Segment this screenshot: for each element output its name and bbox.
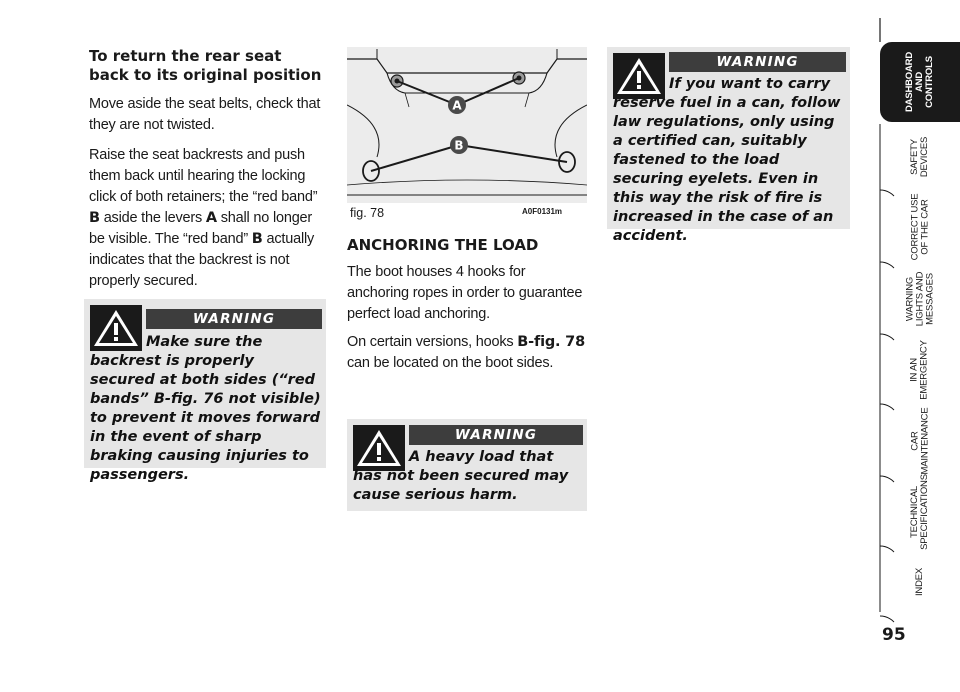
anch-p2-text-a: On certain versions, hooks (347, 334, 518, 350)
tab-label: DASHBOARD AND CONTROLS (903, 52, 935, 112)
anchoring-paragraph-2 (347, 332, 587, 374)
tab-car-maintenance[interactable] (880, 406, 960, 476)
warning-text-content: Make sure the backrest is properly secured at both sides (“red bands” B-fig. 76 not visible) to prevent it moves forward in the event of sharp braking causing injuries to passengers. (90, 334, 321, 483)
warning-label-bar: WARNING (146, 309, 322, 329)
warning-box-fuel-can (607, 47, 850, 244)
warning-text (353, 448, 583, 505)
anchoring-heading: ANCHORING THE LOAD (347, 236, 539, 254)
instruction-paragraph-1: Move aside the seat belts, check that they are not twisted. (89, 96, 321, 133)
middle-column (347, 236, 587, 374)
tab-label: TECHNICAL SPECIFICATIONS (909, 474, 930, 550)
tab-label: CAR MAINTENANCE (908, 407, 930, 475)
tab-index[interactable] (880, 548, 960, 616)
tab-technical-specifications[interactable] (880, 474, 960, 550)
warning-label-bar: WARNING (669, 52, 846, 72)
para2-text-a: Raise the seat backrests and push them back until hearing the locking click of both retainers; the “red band” (89, 147, 318, 205)
page-number: 95 (882, 625, 906, 645)
para2-ref-b2: B (251, 231, 263, 247)
figure-boot-hooks (347, 47, 587, 203)
figure-label: fig. 78 (350, 206, 385, 220)
warning-box-heavy-load (347, 419, 587, 511)
tab-dashboard-and-controls[interactable] (880, 42, 960, 122)
warning-text (90, 333, 322, 485)
section-heading-line1: To return the rear seat (89, 47, 282, 65)
para2-ref-a: A (205, 210, 217, 226)
warning-label-bar: WARNING (409, 425, 583, 445)
warning-text-content: A heavy load that has not been secured may cause serious harm. (353, 449, 569, 503)
tab-label: INDEX (913, 567, 925, 597)
para2-ref-b1: B (89, 210, 100, 226)
anch-p2-ref: B-fig. 78 (517, 334, 585, 350)
callout-a: A (452, 98, 462, 113)
para2-text-g: actually indicates that the backrest is not properly secured. (89, 231, 315, 289)
tab-in-an-emergency[interactable] (880, 336, 960, 404)
figure-code: A0F0131m (522, 207, 563, 216)
para2-text-e: shall no longer be visible. The “red band” (89, 210, 313, 247)
tab-label: WARNING LIGHTS AND MESSAGES (904, 271, 935, 327)
tab-label: IN AN EMERGENCY (909, 340, 930, 400)
instruction-paragraph-2 (89, 145, 326, 292)
tab-safety-devices[interactable] (880, 124, 960, 190)
anchoring-paragraph-1: The boot houses 4 hooks for anchoring ropes in order to guarantee perfect load anchoring. (347, 264, 583, 322)
warning-box-seat (84, 299, 326, 483)
anch-p2-text-c: can be located on the boot sides. (347, 355, 554, 371)
tab-label: SAFETY DEVICES (909, 136, 930, 178)
chapter-tabs (872, 0, 960, 692)
para2-text-c: aside the levers (99, 210, 206, 226)
tab-warning-lights[interactable] (880, 264, 960, 334)
tab-correct-use[interactable] (880, 192, 960, 262)
warning-text (613, 75, 847, 246)
section-heading (89, 47, 326, 85)
callout-b: B (454, 138, 464, 153)
warning-text-content: If you want to carry reserve fuel in a can, follow law regulations, only using a certified can, suitably fastened to the load securing eyelets. Even in this way the risk of fire is increased in the case of an accident. (613, 76, 841, 244)
tab-label: CORRECT USE OF THE CAR (909, 193, 930, 261)
left-column (89, 47, 326, 292)
section-heading-line2: back to its original position (89, 66, 322, 84)
